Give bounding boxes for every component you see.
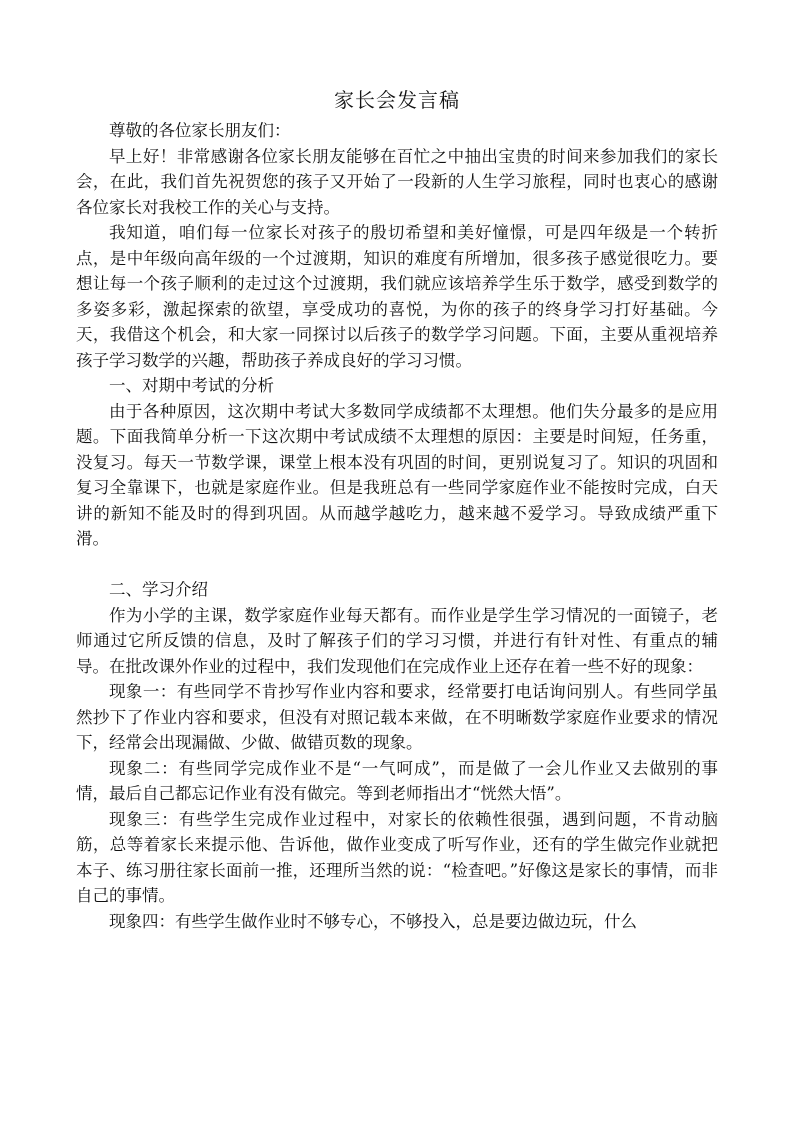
section-heading-1: 一、对期中考试的分析 [109,376,274,395]
homework-paragraph: 作为小学的主课，数学家庭作业每天都有。而作业是学生学习情况的一面镜子，老师通过它所反馈的信息，及时了解孩子们的学习习惯，并进行有针对性、有重点的辅导。在批改课外作业的过程中，我们发现他们在完成作业上还存在着一些不好的现象： [76,605,718,676]
phenomenon-3-paragraph: 现象三：有些学生完成作业过程中，对家长的依赖性很强，遇到问题，不肯动脑筋，总等着家长来提示他、告诉他，做作业变成了听写作业，还有的学生做完作业就把本子、练习册往家长面前一推，还理所当然的说：“检查吧。”好像这是家长的事情，而非自己的事情。 [76,809,718,905]
intro-paragraph: 我知道，咱们每一位家长对孩子的殷切希望和美好憧憬，可是四年级是一个转折点，是中年级向高年级的一个过渡期，知识的难度有所增加，很多孩子感觉很吃力。要想让每一个孩子顺利的走过这个过渡期，我们就应该培养学生乐于数学，感受到数学的多姿多彩，激起探索的欲望，享受成功的喜悦，为你的孩子的终身学习打好基础。今天，我借这个机会，和大家一同探讨以后孩子的数学学习问题。下面，主要从重视培养孩子学习数学的兴趣，帮助孩子养成良好的学习习惯。 [76,223,718,370]
document-title: 家长会发言稿 [334,88,460,112]
section-heading-2: 二、学习介绍 [109,580,208,599]
opening-paragraph: 早上好！非常感谢各位家长朋友能够在百忙之中抽出宝贵的时间来参加我们的家长会，在此，我们首先祝贺您的孩子又开始了一段新的人生学习旅程，同时也衷心的感谢各位家长对我校工作的关心与支持。 [76,146,718,217]
phenomenon-2-paragraph: 现象二：有些同学完成作业不是“一气呵成”，而是做了一会儿作业又去做别的事情，最后自己都忘记作业有没有做完。等到老师指出才“恍然大悟”。 [76,758,718,803]
phenomenon-4-paragraph: 现象四：有些学生做作业时不够专心，不够投入，总是要边做边玩，什么 [109,911,637,931]
greeting-paragraph: 尊敬的各位家长朋友们： [109,121,291,140]
phenomenon-1-paragraph: 现象一：有些同学不肯抄写作业内容和要求，经常要打电话询问别人。有些同学虽然抄下了作业内容和要求，但没有对照记载本来做，在不明晰数学家庭作业要求的情况下，经常会出现漏做、少做、做错页数的现象。 [76,682,718,752]
document-body [76,118,718,934]
exam-analysis-paragraph: 由于各种原因，这次期中考试大多数同学成绩都不太理想。他们失分最多的是应用题。下面我简单分析一下这次期中考试成绩不太理想的原因：主要是时间短，任务重，没复习。每天一节数学课，课堂上根本没有巩固的时间，更别说复习了。知识的巩固和复习全靠课下，也就是家庭作业。但是我班总有一些同学家庭作业不能按时完成，白天讲的新知不能及时的得到巩固。从而越学越吃力，越来越不爱学习。导致成绩严重下滑。 [76,401,718,548]
